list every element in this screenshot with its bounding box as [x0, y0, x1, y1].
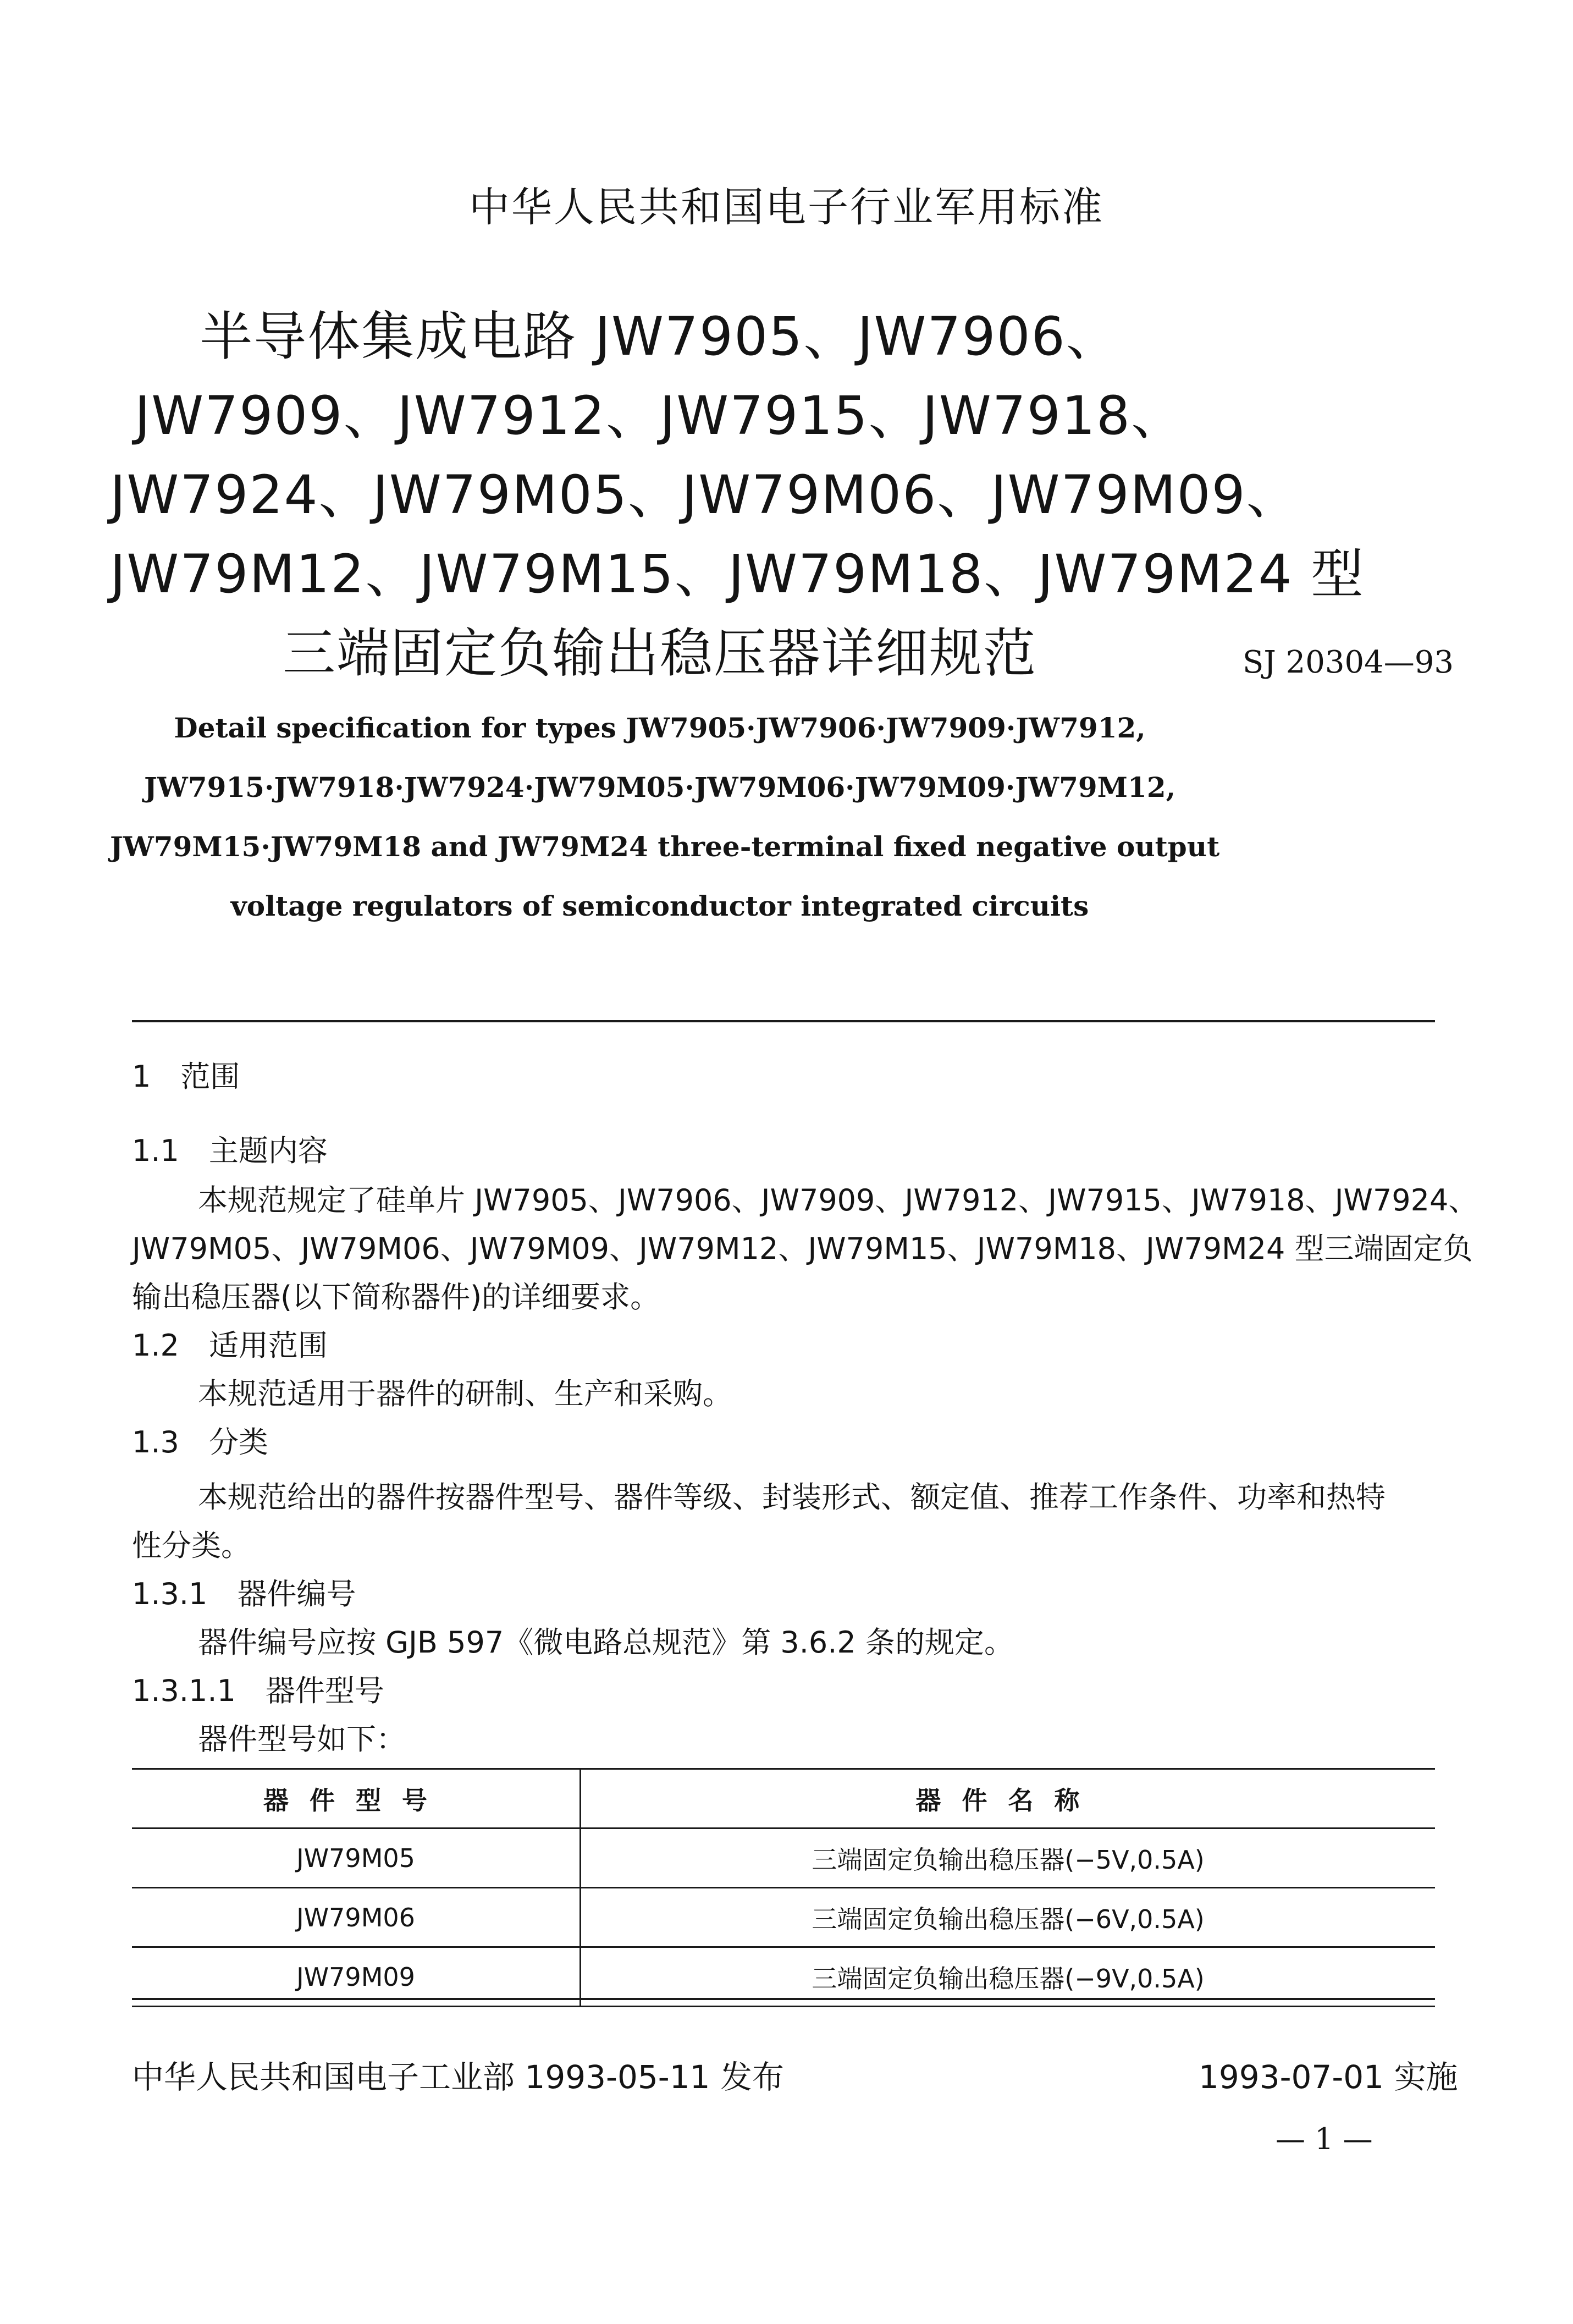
section-1-1-heading: 1.1 主题内容 [132, 1133, 328, 1168]
table-row [132, 1888, 1435, 1947]
issued-by: 中华人民共和国电子工业部 1993-05-11 发布 [132, 2058, 784, 2096]
title-english-line: voltage regulators of semiconductor integrated circuits [230, 890, 1089, 922]
section-1-1-paragraph-line: 输出稳压器(以下简称器件)的详细要求。 [132, 1280, 660, 1314]
title-english-line: JW79M15·JW79M18 and JW79M24 three-terminal fixed negative output [110, 830, 1220, 863]
table-cell-model: JW79M05 [132, 1829, 581, 1888]
section-1-3-heading: 1.3 分类 [132, 1425, 268, 1460]
section-1-2-paragraph: 本规范适用于器件的研制、生产和采购。 [198, 1376, 732, 1411]
table-cell-name: 三端固定负输出稳压器(−5V,0.5A) [581, 1829, 1435, 1888]
section-1-1-paragraph-line: JW79M05、JW79M06、JW79M09、JW79M12、JW79M15、JW79M18、JW79M24 型三端固定负 [132, 1231, 1473, 1266]
table-header-row [132, 1769, 1435, 1829]
title-chinese-line: JW7924、JW79M05、JW79M06、JW79M09、 [110, 464, 1300, 526]
footer-divider [132, 1998, 1435, 2000]
table-cell-model: JW79M06 [132, 1888, 581, 1947]
table-cell-name: 三端固定负输出稳压器(−9V,0.5A) [581, 1947, 1435, 2007]
table-row [132, 1829, 1435, 1888]
title-english [110, 698, 1220, 936]
section-1-2-heading: 1.2 适用范围 [132, 1328, 328, 1363]
device-model-table [132, 1768, 1435, 2007]
table-header-cell: 器件型号 [132, 1769, 581, 1829]
title-chinese-line: JW7909、JW7912、JW7915、JW7918、 [134, 385, 1185, 447]
section-1-3-1-1-paragraph: 器件型号如下： [198, 1722, 406, 1756]
title-chinese-line: 三端固定负输出稳压器详细规范 [283, 623, 1037, 684]
title-english-line: Detail specification for types JW7905·JW7906·JW7909·JW7912, [174, 712, 1146, 744]
effective-date: 1993-07-01 实施 [1199, 2058, 1458, 2096]
title-english-line: JW7915·JW7918·JW7924·JW79M05·JW79M06·JW79M09·JW79M12, [143, 771, 1176, 803]
page-number: — 1 — [1276, 2122, 1373, 2156]
section-1-3-1-paragraph: 器件编号应按 GJB 597《微电路总规范》第 3.6.2 条的规定。 [198, 1625, 1014, 1660]
section-1-heading: 1 范围 [132, 1059, 240, 1094]
section-1-1-paragraph-line: 本规范规定了硅单片 JW7905、JW7906、JW7909、JW7912、JW7915、JW7918、JW7924、 [198, 1183, 1478, 1218]
section-1-3-1-1-heading: 1.3.1.1 器件型号 [132, 1673, 384, 1708]
section-1-3-paragraph-line: 本规范给出的器件按器件型号、器件等级、封装形式、额定值、推荐工作条件、功率和热特 [198, 1480, 1386, 1515]
table-cell-model: JW79M09 [132, 1947, 581, 2007]
table-header-cell: 器件名称 [581, 1769, 1435, 1829]
section-1-3-1-heading: 1.3.1 器件编号 [132, 1577, 356, 1611]
title-chinese-line: 半导体集成电路 JW7905、JW7906、 [200, 306, 1120, 367]
standard-code: SJ 20304—93 [1243, 645, 1454, 680]
header-divider [132, 1020, 1435, 1022]
title-chinese-line: JW79M12、JW79M15、JW79M18、JW79M24 型 [110, 543, 1365, 605]
standard-organization: 中华人民共和国电子行业军用标准 [469, 184, 1104, 231]
table-cell-name: 三端固定负输出稳压器(−6V,0.5A) [581, 1888, 1435, 1947]
section-1-3-paragraph-line: 性分类。 [132, 1528, 251, 1563]
